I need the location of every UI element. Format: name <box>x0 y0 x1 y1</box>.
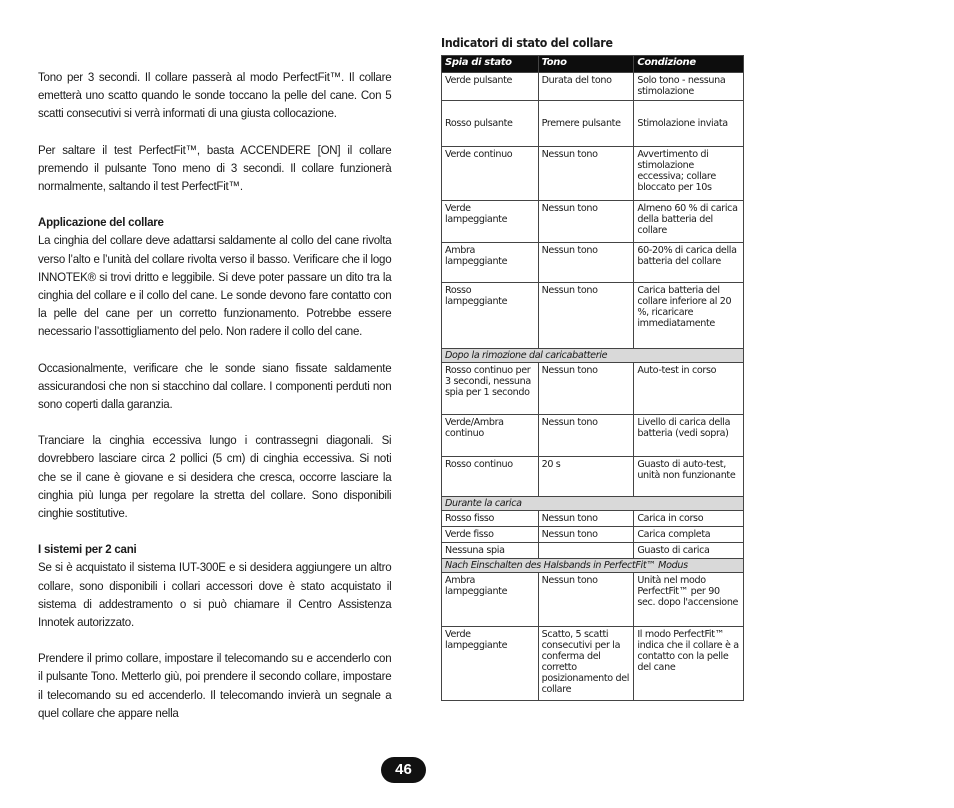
cell-condition: Guasto di auto-test, unità non funzionante <box>634 457 744 497</box>
cell-condition: Solo tono - nessuna stimolazione <box>634 73 744 101</box>
cell-status: Ambra lampeggiante <box>442 243 539 283</box>
cell-tone: Scatto, 5 scatti consecutivi per la conferma del corretto posizionamento del collare <box>538 627 634 701</box>
cell-status: Nessuna spia <box>442 543 539 559</box>
table-row <box>442 415 744 457</box>
cell-tone: Durata del tono <box>538 73 634 101</box>
cell-tone <box>538 543 634 559</box>
cell-tone: Nessun tono <box>538 283 634 349</box>
cell-status: Verde lampeggiante <box>442 627 539 701</box>
cell-condition: Carica in corso <box>634 511 744 527</box>
paragraph-two-dog-intro: Se si è acquistato il sistema IUT-300E e si desidera aggiungere un altro collare, sono disponibili i collari accessori dove è stato acquistato il sistema di addestramento o si può chiamare il Centro Assistenza Innotek autorizzato. <box>38 560 392 630</box>
table-row <box>442 283 744 349</box>
paragraph-two-dog-setup: Prendere il primo collare, impostare il telecomando su e accenderlo con il pulsante Tono. Metterlo giù, poi prendere il secondo collare, impostare il telecomando su ed accenderlo. Il telecomando invierà un segnale a quel collare che appare nella <box>38 651 392 720</box>
cell-condition: Il modo PerfectFit™ indica che il collare è a contatto con la pelle del cane <box>634 627 744 701</box>
header-condition: Condizione <box>634 56 744 73</box>
page-number-badge: 46 <box>381 757 426 783</box>
table-row <box>442 101 744 147</box>
table-row <box>442 243 744 283</box>
header-status-light: Spia di stato <box>442 56 539 73</box>
table-row <box>442 457 744 497</box>
cell-status: Rosso pulsante <box>442 101 539 147</box>
cell-status: Verde fisso <box>442 527 539 543</box>
section-row-perfectfit-mode <box>442 559 744 573</box>
table-row <box>442 511 744 527</box>
cell-tone: Nessun tono <box>538 527 634 543</box>
section-label: Durante la carica <box>442 497 744 511</box>
cell-status: Rosso lampeggiante <box>442 283 539 349</box>
table-row <box>442 627 744 701</box>
cell-condition: Guasto di carica <box>634 543 744 559</box>
cell-tone: Nessun tono <box>538 201 634 243</box>
cell-tone: Nessun tono <box>538 243 634 283</box>
section-label: Nach Einschalten des Halsbands in PerfectFit™ Modus <box>442 559 744 573</box>
table-row <box>442 543 744 559</box>
section-label: Dopo la rimozione dal caricabatterie <box>442 349 744 363</box>
cell-tone: 20 s <box>538 457 634 497</box>
table-row <box>442 363 744 415</box>
collar-status-table <box>441 55 744 701</box>
paragraph-probe-check: Occasionalmente, verificare che le sonde siano fissate saldamente assicurandosi che non si stacchino dal collare. I componenti perduti non sono coperti dalla garanzia. <box>38 360 392 412</box>
heading-two-dog-systems: I sistemi per 2 cani <box>38 542 137 557</box>
cell-tone: Nessun tono <box>538 415 634 457</box>
cell-tone: Nessun tono <box>538 573 634 627</box>
cell-tone: Nessun tono <box>538 147 634 201</box>
cell-status: Rosso continuo per 3 secondi, nessuna spia per 1 secondo <box>442 363 539 415</box>
cell-condition: Carica batteria del collare inferiore al 20 %, ricaricare immediatamente <box>634 283 744 349</box>
paragraph-collar-fitting: La cinghia del collare deve adattarsi saldamente al collo del cane rivolta verso l’alto e l’unità del collare rivolta verso il basso. Verificare che il logo INNOTEK® si trovi dritto e leggibile. Si deve poter passare un dito tra la cinghia del collare e il collo del cane. Le sonde devono fare contatto con la pelle del cane per un corretto funzionamento. Potrebbe essere necessario l’assottigliamento del pelo. Non radere il collo del cane. <box>38 233 392 339</box>
table-title: Indicatori di stato del collare <box>441 36 613 50</box>
cell-tone: Premere pulsante <box>538 101 634 147</box>
cell-status: Rosso fisso <box>442 511 539 527</box>
cell-status: Verde continuo <box>442 147 539 201</box>
header-tone: Tono <box>538 56 634 73</box>
cell-status: Ambra lampeggiante <box>442 573 539 627</box>
cell-status: Rosso continuo <box>442 457 539 497</box>
paragraph-skip-test: Per saltare il test PerfectFit™, basta ACCENDERE [ON] il collare premendo il pulsante Tono meno di 3 secondi. Il collare funzionerà normalmente, saltando il test PerfectFit™. <box>38 142 392 194</box>
table-row <box>442 147 744 201</box>
cell-condition: Almeno 60 % di carica della batteria del collare <box>634 201 744 243</box>
table-header-row <box>442 56 744 73</box>
cell-condition: Unità nel modo PerfectFit™ per 90 sec. dopo l'accensione <box>634 573 744 627</box>
cell-condition: 60-20% di carica della batteria del collare <box>634 243 744 283</box>
table-row <box>442 527 744 543</box>
cell-status: Verde lampeggiante <box>442 201 539 243</box>
cell-condition: Carica completa <box>634 527 744 543</box>
paragraph-perfectfit-intro: Tono per 3 secondi. Il collare passerà al modo PerfectFit™. Il collare emetterà uno scatto quando le sonde toccano la pelle del cane. Con 5 scatti consecutivi si verrà informati di una giusta collocazione. <box>38 70 392 121</box>
cell-status: Verde/Ambra continuo <box>442 415 539 457</box>
paragraph-trim-strap: Tranciare la cinghia eccessiva lungo i contrassegni diagonali. Si dovrebbero lasciare circa 2 pollici (5 cm) di cinghia eccessiva. Si noti che se il cane è giovane e si desidera che cresca, occorre lasciare la cinghia più lunga per regolare la stretta del collare. Sono disponibili cinghie sostitutive. <box>38 433 392 521</box>
body-text-column <box>38 68 391 740</box>
table-row <box>442 73 744 101</box>
table-row <box>442 573 744 627</box>
cell-tone: Nessun tono <box>538 363 634 415</box>
cell-condition: Auto-test in corso <box>634 363 744 415</box>
cell-condition: Livello di carica della batteria (vedi sopra) <box>634 415 744 457</box>
heading-collar-fitting: Applicazione del collare <box>38 215 164 230</box>
table-row <box>442 201 744 243</box>
cell-status: Verde pulsante <box>442 73 539 101</box>
section-row-after-charger <box>442 349 744 363</box>
cell-condition: Stimolazione inviata <box>634 101 744 147</box>
cell-tone: Nessun tono <box>538 511 634 527</box>
cell-condition: Avvertimento di stimolazione eccessiva; collare bloccato per 10s <box>634 147 744 201</box>
section-row-during-charge <box>442 497 744 511</box>
